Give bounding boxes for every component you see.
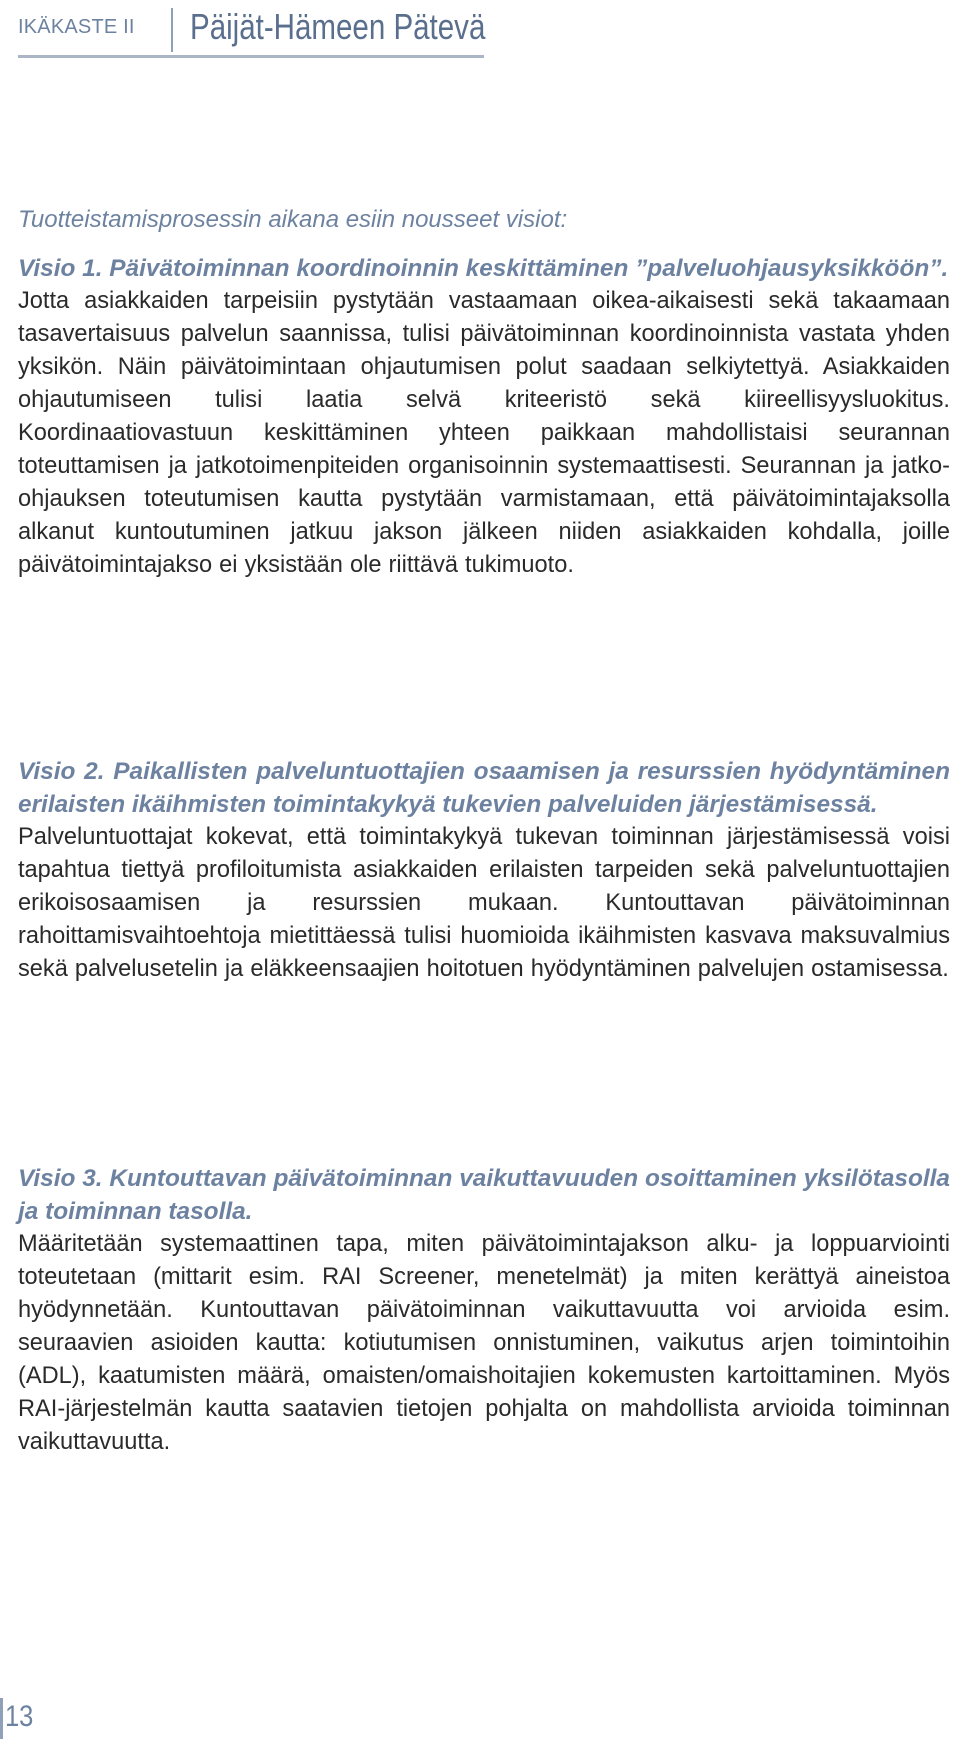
running-header bbox=[18, 6, 484, 58]
page-number: 13 bbox=[5, 1700, 34, 1733]
vision-3-body: Määritetään systemaattinen tapa, miten päivätoimintajakson alku- ja loppuarviointi toteutetaan (mittarit esim. RAI Screener, menetelmät) ja miten kerättyä aineistoa hyödynnetään. Kuntouttavan päivätoiminnan vaikuttavuutta voi arvioida esim. seuraavien asioiden kautta: kotiutumisen onnistuminen, vaikutus arjen toimintoihin (ADL), kaatumisten määrä, omaisten/omaishoitajien kokemusten kartoittaminen. Myös RAI-järjestelmän kautta saatavien tietojen pohjalta on mahdollista arvioida toiminnan vaikuttavuutta. bbox=[18, 1231, 950, 1455]
intro-heading: Tuotteistamisprosessin aikana esiin nousseet visiot: bbox=[18, 206, 568, 233]
vision-2 bbox=[18, 755, 950, 986]
publication-title: Päijät-Hämeen Pätevä bbox=[190, 6, 486, 47]
header-rule bbox=[18, 55, 484, 58]
vision-3-heading: Visio 3. Kuntouttavan päivätoiminnan vaikuttavuuden osoittaminen yksilötasolla ja toiminnan tasolla. bbox=[18, 1165, 950, 1225]
page-number-rule bbox=[0, 1698, 3, 1739]
vision-2-body: Palveluntuottajat kokevat, että toimintakykyä tukevan toiminnan järjestämisessä voisi tapahtua tiettyä profiloitumista asiakkaiden erilaisten tarpeiden sekä palveluntuottajien erikoisosaamisen ja resurssien mukaan. Kuntouttavan päivätoiminnan rahoittamisvaihtoehtoja mietittäessä tulisi huomioida ikäihmisten kasvava maksuvalmius sekä palvelusetelin ja eläkkeensaajien hoitotuen hyödyntäminen palvelujen ostamisessa. bbox=[18, 824, 950, 982]
vision-1-body: Jotta asiakkaiden tarpeisiin pystytään vastaamaan oikea-aikaisesti sekä takaamaan tasavertaisuus palvelun saannissa, tulisi päivätoiminnan koordinoinnista vastata yhden yksikön. Näin päivätoimintaan ohjautumisen polut saadaan selkiytettyä. Asiakkaiden ohjautumiseen tulisi laatia selvä kriteeristö sekä kiireellisyysluokitus. Koordinaatiovastuun keskittäminen yhteen paikkaan mahdollistaisi seurannan toteuttamisen ja jatkotoimenpiteiden organisoinnin systemaattisesti. Seurannan ja jatko-ohjauksen toteutumisen kautta pystytään varmistamaan, että päivätoimintajaksolla alkanut kuntoutuminen jatkuu jakson jälkeen niiden asiakkaiden kohdalla, joille päivätoimintajakso ei yksistään ole riittävä tukimuoto. bbox=[18, 288, 950, 578]
series-label: IKÄKASTE II bbox=[18, 16, 135, 38]
header-separator bbox=[171, 8, 173, 52]
vision-3 bbox=[18, 1162, 950, 1459]
vision-1 bbox=[18, 252, 950, 582]
vision-2-heading: Visio 2. Paikallisten palveluntuottajien osaamisen ja resurssien hyödyntäminen erilaisten ikäihmisten toimintakykyä tukevien palveluiden järjestämisessä. bbox=[18, 758, 950, 818]
vision-1-heading: Visio 1. Päivätoiminnan koordinoinnin keskittäminen ”palveluohjausyksikköön”. bbox=[18, 255, 949, 282]
